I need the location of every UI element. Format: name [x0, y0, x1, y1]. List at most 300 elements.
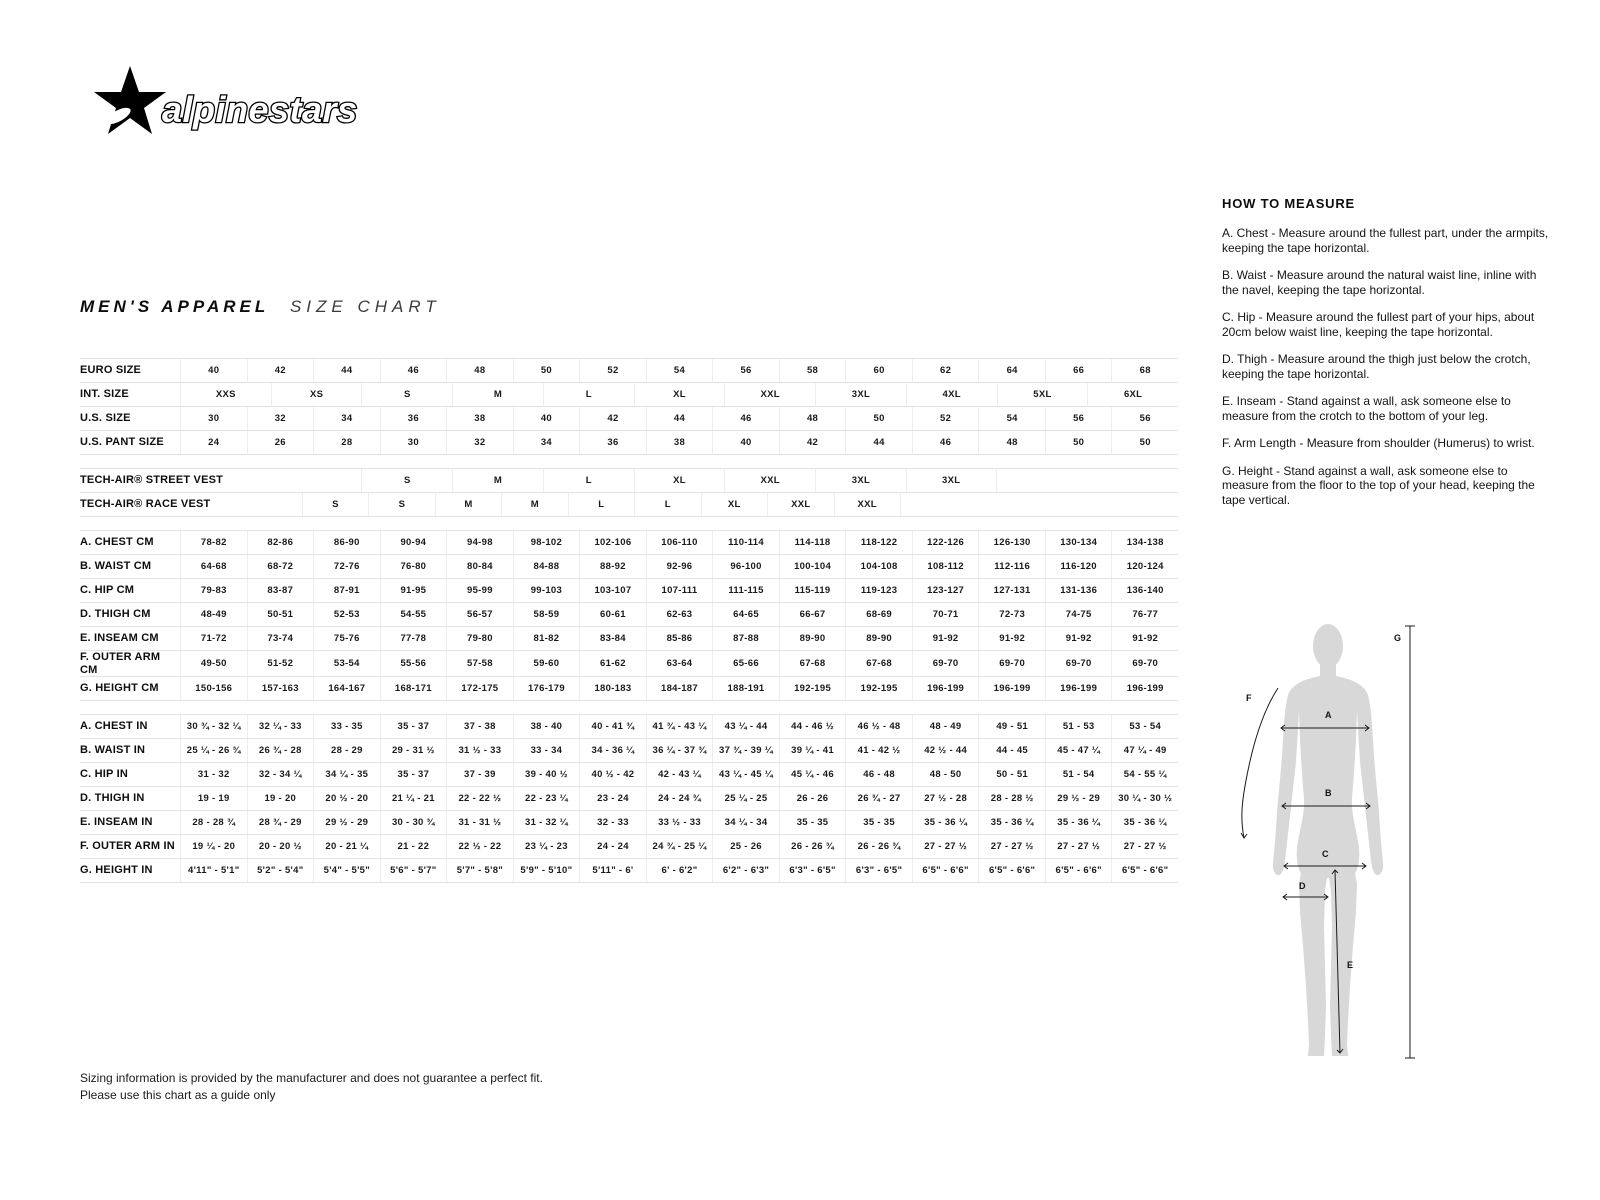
size-cell: 180-183: [579, 677, 646, 700]
size-cell: 38: [446, 407, 513, 430]
size-cell: S: [368, 493, 434, 516]
table-row: [80, 531, 1178, 555]
row-cells: [180, 603, 1178, 626]
size-cell: 54: [646, 359, 713, 382]
measure-instruction: F. Arm Length - Measure from shoulder (Humerus) to wrist.: [1222, 436, 1535, 450]
size-cell: 86-90: [313, 531, 380, 554]
size-cell: 188-191: [712, 677, 779, 700]
size-cell: 68-72: [247, 555, 314, 578]
size-cell: 33 - 35: [313, 715, 380, 738]
size-cell: 66: [1045, 359, 1112, 382]
size-cell: 27 - 27 ½: [1111, 835, 1178, 858]
size-cell: XXS: [180, 383, 271, 406]
size-cell: 26 - 26 ¾: [779, 835, 846, 858]
size-cell: 35 - 37: [380, 763, 447, 786]
size-cell: 116-120: [1045, 555, 1112, 578]
size-cell: 27 - 27 ½: [912, 835, 979, 858]
size-cell: 40 - 41 ¾: [579, 715, 646, 738]
size-cell: [997, 469, 1088, 492]
size-cell: 48: [446, 359, 513, 382]
size-cell: 36: [380, 407, 447, 430]
row-label: U.S. PANT SIZE: [80, 436, 164, 449]
row-label: INT. SIZE: [80, 388, 129, 401]
size-cell: 26: [247, 431, 314, 454]
size-cell: 32: [247, 407, 314, 430]
size-cell: 26 ¾ - 28: [247, 739, 314, 762]
size-cell: 184-187: [646, 677, 713, 700]
size-cell: 46 ½ - 48: [845, 715, 912, 738]
size-cell: 5XL: [997, 383, 1088, 406]
size-cell: 6XL: [1087, 383, 1178, 406]
size-cell: 22 - 22 ½: [446, 787, 513, 810]
size-cell: 136-140: [1111, 579, 1178, 602]
size-cell: 41 - 42 ½: [845, 739, 912, 762]
row-label: B. WAIST IN: [80, 744, 146, 757]
size-cell: 40 ½ - 42: [579, 763, 646, 786]
size-cell: 28 - 29: [313, 739, 380, 762]
size-cell: 41 ¾ - 43 ¼: [646, 715, 713, 738]
size-cell: 82-86: [247, 531, 314, 554]
size-cell: 6'2" - 6'3": [712, 859, 779, 882]
size-cell: 95-99: [446, 579, 513, 602]
size-cell: 52-53: [313, 603, 380, 626]
size-cell: 60-61: [579, 603, 646, 626]
size-cell: 26 - 26: [779, 787, 846, 810]
row-label: U.S. SIZE: [80, 412, 131, 425]
size-cell: 88-92: [579, 555, 646, 578]
size-cell: 46 - 48: [845, 763, 912, 786]
size-cell: 49 - 51: [978, 715, 1045, 738]
size-cell: 64: [978, 359, 1045, 382]
row-label: B. WAIST CM: [80, 560, 152, 573]
size-cell: 127-131: [978, 579, 1045, 602]
size-cell: 44: [845, 431, 912, 454]
letter-c: C: [1322, 849, 1329, 859]
row-label: F. OUTER ARM IN: [80, 840, 175, 853]
size-cell: 106-110: [646, 531, 713, 554]
size-cell: 45 ¼ - 46: [779, 763, 846, 786]
size-cell: 98-102: [513, 531, 580, 554]
size-cell: 59-60: [513, 651, 580, 676]
size-cell: 118-122: [845, 531, 912, 554]
size-cell: 3XL: [815, 469, 906, 492]
size-cell: 45 - 47 ¼: [1045, 739, 1112, 762]
size-cell: 83-84: [579, 627, 646, 650]
size-cell: 192-195: [845, 677, 912, 700]
table-row: [80, 677, 1178, 701]
size-cell: 87-88: [712, 627, 779, 650]
size-cell: 5'6" - 5'7": [380, 859, 447, 882]
size-cell: 28 - 28 ½: [978, 787, 1045, 810]
size-cell: 25 - 26: [712, 835, 779, 858]
size-cell: 19 - 20: [247, 787, 314, 810]
size-cell: [1087, 469, 1178, 492]
size-cell: 69-70: [912, 651, 979, 676]
size-cell: 37 ¾ - 39 ¼: [712, 739, 779, 762]
row-label: A. CHEST CM: [80, 536, 154, 549]
row-cells: [180, 431, 1178, 454]
size-cell: 87-91: [313, 579, 380, 602]
how-to-measure-heading: HOW TO MEASURE: [1222, 196, 1356, 211]
size-cell: 37 - 38: [446, 715, 513, 738]
row-label: D. THIGH IN: [80, 792, 145, 805]
size-cell: 107-111: [646, 579, 713, 602]
size-cell: 48: [978, 431, 1045, 454]
size-cell: 99-103: [513, 579, 580, 602]
table-row: [80, 627, 1178, 651]
size-cell: 67-68: [779, 651, 846, 676]
page-title: [80, 297, 441, 317]
size-cell: 34 ¼ - 35: [313, 763, 380, 786]
size-cell: 6'5" - 6'6": [1045, 859, 1112, 882]
size-cell: XL: [701, 493, 767, 516]
size-cell: 44: [313, 359, 380, 382]
size-cell: 46: [712, 407, 779, 430]
size-cell: 33 - 34: [513, 739, 580, 762]
size-cell: 44 - 45: [978, 739, 1045, 762]
size-cell: 69-70: [978, 651, 1045, 676]
size-cell: 100-104: [779, 555, 846, 578]
size-cell: 51-52: [247, 651, 314, 676]
size-cell: 34: [513, 431, 580, 454]
row-fill: [901, 493, 1178, 516]
size-cell: 50: [1045, 431, 1112, 454]
size-cell: 6'5" - 6'6": [978, 859, 1045, 882]
size-cell: 54-55: [380, 603, 447, 626]
table-row: [80, 579, 1178, 603]
size-cell: 35 - 35: [845, 811, 912, 834]
size-cell: 24 ¾ - 25 ¼: [646, 835, 713, 858]
row-label: EURO SIZE: [80, 364, 142, 377]
size-cell: 54: [978, 407, 1045, 430]
size-cell: 40: [712, 431, 779, 454]
table-row: [80, 383, 1178, 407]
size-cell: 71-72: [180, 627, 247, 650]
row-label: F. OUTER ARM CM: [80, 651, 161, 676]
size-cell: 56-57: [446, 603, 513, 626]
size-cell: 42: [779, 431, 846, 454]
size-cell: 27 ½ - 28: [912, 787, 979, 810]
size-cell: 47 ¼ - 49: [1111, 739, 1178, 762]
size-cell: 28 ¾ - 29: [247, 811, 314, 834]
size-cell: 48-49: [180, 603, 247, 626]
size-cell: 42 - 43 ¼: [646, 763, 713, 786]
size-cell: S: [361, 383, 452, 406]
size-cell: 23 ¼ - 23: [513, 835, 580, 858]
alpinestars-logo: [78, 62, 358, 157]
letter-b: B: [1325, 788, 1332, 798]
size-cell: 48 - 49: [912, 715, 979, 738]
size-cell: 55-56: [380, 651, 447, 676]
size-cell: 5'4" - 5'5": [313, 859, 380, 882]
table-row: [80, 555, 1178, 579]
size-cell: 76-80: [380, 555, 447, 578]
size-cell: 120-124: [1111, 555, 1178, 578]
size-cell: 61-62: [579, 651, 646, 676]
size-cell: 80-84: [446, 555, 513, 578]
disclaimer-line-1: Sizing information is provided by the manufacturer and does not guarantee a perfect fit.: [80, 1071, 543, 1085]
size-cell: 103-107: [579, 579, 646, 602]
table-row: [80, 359, 1178, 383]
size-cell: 32 - 33: [579, 811, 646, 834]
row-label: A. CHEST IN: [80, 720, 148, 733]
size-cell: 23 - 24: [579, 787, 646, 810]
size-cell: 31 - 32: [180, 763, 247, 786]
size-cell: 168-171: [380, 677, 447, 700]
row-cells: [180, 493, 1178, 516]
size-cell: 35 - 36 ¼: [1045, 811, 1112, 834]
size-cell: 32: [446, 431, 513, 454]
size-cell: 35 - 36 ¼: [912, 811, 979, 834]
row-label: E. INSEAM CM: [80, 632, 159, 645]
size-cell: 42: [579, 407, 646, 430]
row-cells: [180, 469, 1178, 492]
size-cell: 30: [380, 431, 447, 454]
size-cell: 134-138: [1111, 531, 1178, 554]
row-cells: [180, 787, 1178, 810]
size-table: [80, 358, 1178, 896]
size-cell: 172-175: [446, 677, 513, 700]
size-cell: L: [543, 469, 634, 492]
size-cell: 5'7" - 5'8": [446, 859, 513, 882]
table-group: [80, 358, 1178, 455]
size-cell: M: [501, 493, 567, 516]
size-cell: 53 - 54: [1111, 715, 1178, 738]
size-cell: XXL: [767, 493, 833, 516]
size-cell: 20 - 21 ¼: [313, 835, 380, 858]
table-row: [80, 407, 1178, 431]
size-cell: 26 ¾ - 27: [845, 787, 912, 810]
row-cells: [180, 763, 1178, 786]
size-cell: 196-199: [978, 677, 1045, 700]
size-cell: 79-80: [446, 627, 513, 650]
size-cell: 46: [912, 431, 979, 454]
measure-instruction: B. Waist - Measure around the natural waist line, inline with the navel, keeping the tape horizontal.: [1222, 268, 1537, 297]
size-cell: 76-77: [1111, 603, 1178, 626]
size-cell: 56: [1111, 407, 1178, 430]
row-cells: [180, 859, 1178, 882]
size-cell: 24 - 24: [579, 835, 646, 858]
row-cells: [180, 579, 1178, 602]
row-cells: [180, 627, 1178, 650]
size-cell: 83-87: [247, 579, 314, 602]
size-cell: 77-78: [380, 627, 447, 650]
size-cell: 50: [1111, 431, 1178, 454]
row-cells: [180, 811, 1178, 834]
size-cell: 131-136: [1045, 579, 1112, 602]
size-cell: 30 ¼ - 30 ½: [1111, 787, 1178, 810]
size-cell: 60: [845, 359, 912, 382]
row-label: D. THIGH CM: [80, 608, 151, 621]
table-row: [80, 835, 1178, 859]
size-cell: M: [452, 383, 543, 406]
size-cell: 63-64: [646, 651, 713, 676]
letter-e: E: [1347, 960, 1354, 970]
size-cell: 90-94: [380, 531, 447, 554]
size-cell: 3XL: [906, 469, 997, 492]
row-label: G. HEIGHT CM: [80, 682, 159, 695]
size-cell: 6' - 6'2": [646, 859, 713, 882]
size-cell: 50-51: [247, 603, 314, 626]
size-cell: 20 ½ - 20: [313, 787, 380, 810]
size-cell: 28: [313, 431, 380, 454]
body-silhouette: [1273, 624, 1383, 1056]
size-cell: 27 - 27 ½: [1045, 835, 1112, 858]
size-cell: 40: [180, 359, 247, 382]
size-cell: 75-76: [313, 627, 380, 650]
row-cells: [180, 739, 1178, 762]
size-cell: 130-134: [1045, 531, 1112, 554]
row-cells: [180, 555, 1178, 578]
size-cell: 35 - 37: [380, 715, 447, 738]
size-cell: 50 - 51: [978, 763, 1045, 786]
size-cell: 69-70: [1111, 651, 1178, 676]
size-cell: 6'5" - 6'6": [1111, 859, 1178, 882]
size-cell: 38 - 40: [513, 715, 580, 738]
size-cell: 43 ¼ - 45 ¼: [712, 763, 779, 786]
size-cell: 35 - 36 ¼: [978, 811, 1045, 834]
size-cell: 35 - 36 ¼: [1111, 811, 1178, 834]
size-cell: 6'5" - 6'6": [912, 859, 979, 882]
size-cell: 44 - 46 ½: [779, 715, 846, 738]
table-row: [80, 603, 1178, 627]
size-cell: 65-66: [712, 651, 779, 676]
size-cell: 21 - 22: [380, 835, 447, 858]
size-cell: 122-126: [912, 531, 979, 554]
measure-instruction: G. Height - Stand against a wall, ask someone else to measure from the floor to the top of your head, keeping the tape vertical.: [1222, 463, 1535, 507]
size-cell: 36: [579, 431, 646, 454]
size-cell: 30 ¾ - 32 ¼: [180, 715, 247, 738]
disclaimer-line-2: Please use this chart as a guide only: [80, 1088, 276, 1102]
size-cell: 112-116: [978, 555, 1045, 578]
row-label: C. HIP IN: [80, 768, 129, 781]
row-cells: [180, 651, 1178, 676]
size-cell: 68: [1111, 359, 1178, 382]
size-cell: 19 ¼ - 20: [180, 835, 247, 858]
table-row: [80, 787, 1178, 811]
table-row: [80, 651, 1178, 677]
size-cell: 62: [912, 359, 979, 382]
size-cell: 196-199: [912, 677, 979, 700]
size-cell: L: [634, 493, 700, 516]
size-cell: 40: [513, 407, 580, 430]
size-cell: 91-92: [912, 627, 979, 650]
table-group: [80, 530, 1178, 701]
size-cell: 54 - 55 ¼: [1111, 763, 1178, 786]
table-row: [80, 715, 1178, 739]
size-cell: 58: [779, 359, 846, 382]
size-cell: 22 - 23 ¼: [513, 787, 580, 810]
size-cell: 150-156: [180, 677, 247, 700]
size-cell: 64-65: [712, 603, 779, 626]
size-cell: M: [435, 493, 501, 516]
size-cell: 196-199: [1111, 677, 1178, 700]
size-cell: 70-71: [912, 603, 979, 626]
size-cell: 44: [646, 407, 713, 430]
size-cell: 91-92: [1045, 627, 1112, 650]
row-cells: [180, 407, 1178, 430]
row-label: C. HIP CM: [80, 584, 135, 597]
size-cell: 51 - 53: [1045, 715, 1112, 738]
body-measurement-diagram: [1233, 616, 1438, 1076]
size-cell: 36 ¼ - 37 ¾: [646, 739, 713, 762]
measure-instruction: D. Thigh - Measure around the thigh just below the crotch, keeping the tape horizontal.: [1222, 352, 1531, 381]
size-cell: 33 ½ - 33: [646, 811, 713, 834]
size-cell: 108-112: [912, 555, 979, 578]
size-cell: 28 - 28 ¾: [180, 811, 247, 834]
size-cell: 111-115: [712, 579, 779, 602]
size-cell: 56: [712, 359, 779, 382]
size-cell: L: [568, 493, 634, 516]
size-cell: XS: [271, 383, 362, 406]
size-cell: 104-108: [845, 555, 912, 578]
size-cell: 29 - 31 ½: [380, 739, 447, 762]
size-cell: 79-83: [180, 579, 247, 602]
size-cell: XXL: [834, 493, 901, 516]
size-cell: 126-130: [978, 531, 1045, 554]
size-cell: 38: [646, 431, 713, 454]
size-cell: 25 ¼ - 26 ¾: [180, 739, 247, 762]
size-cell: 31 - 31 ½: [446, 811, 513, 834]
size-cell: 89-90: [845, 627, 912, 650]
size-cell: XL: [634, 383, 725, 406]
size-cell: 72-76: [313, 555, 380, 578]
size-cell: 6'3" - 6'5": [845, 859, 912, 882]
row-label: G. HEIGHT IN: [80, 864, 153, 877]
size-cell: 102-106: [579, 531, 646, 554]
size-cell: 34: [313, 407, 380, 430]
size-cell: 42 ½ - 44: [912, 739, 979, 762]
table-group: [80, 468, 1178, 517]
size-cell: 123-127: [912, 579, 979, 602]
table-row: [80, 811, 1178, 835]
size-cell: XXL: [724, 469, 815, 492]
size-cell: M: [452, 469, 543, 492]
row-cells: [180, 715, 1178, 738]
size-cell: 48 - 50: [912, 763, 979, 786]
star-icon: [94, 66, 166, 134]
table-row: [80, 493, 1178, 517]
size-cell: 22 ½ - 22: [446, 835, 513, 858]
size-cell: 64-68: [180, 555, 247, 578]
table-row: [80, 859, 1178, 883]
size-cell: 52: [579, 359, 646, 382]
size-cell: 62-63: [646, 603, 713, 626]
size-cell: 4'11" - 5'1": [180, 859, 247, 882]
size-cell: 115-119: [779, 579, 846, 602]
size-cell: 32 ¼ - 33: [247, 715, 314, 738]
size-cell: 39 - 40 ½: [513, 763, 580, 786]
size-cell: 50: [513, 359, 580, 382]
size-cell: 66-67: [779, 603, 846, 626]
size-cell: 58-59: [513, 603, 580, 626]
size-cell: [271, 469, 362, 492]
size-cell: 72-73: [978, 603, 1045, 626]
size-cell: 50: [845, 407, 912, 430]
row-cells: [180, 531, 1178, 554]
size-cell: 196-199: [1045, 677, 1112, 700]
size-cell: S: [361, 469, 452, 492]
size-cell: 85-86: [646, 627, 713, 650]
size-cell: 94-98: [446, 531, 513, 554]
measure-instruction: C. Hip - Measure around the fullest part of your hips, about 20cm below waist line, keeping the tape horizontal.: [1222, 310, 1535, 339]
size-cell: 24 - 24 ¾: [646, 787, 713, 810]
size-cell: 29 ½ - 29: [1045, 787, 1112, 810]
size-cell: 48: [779, 407, 846, 430]
size-cell: 20 - 20 ½: [247, 835, 314, 858]
size-cell: 3XL: [815, 383, 906, 406]
measure-instruction: E. Inseam - Stand against a wall, ask someone else to measure from the crotch to the bottom of your leg.: [1222, 394, 1511, 423]
